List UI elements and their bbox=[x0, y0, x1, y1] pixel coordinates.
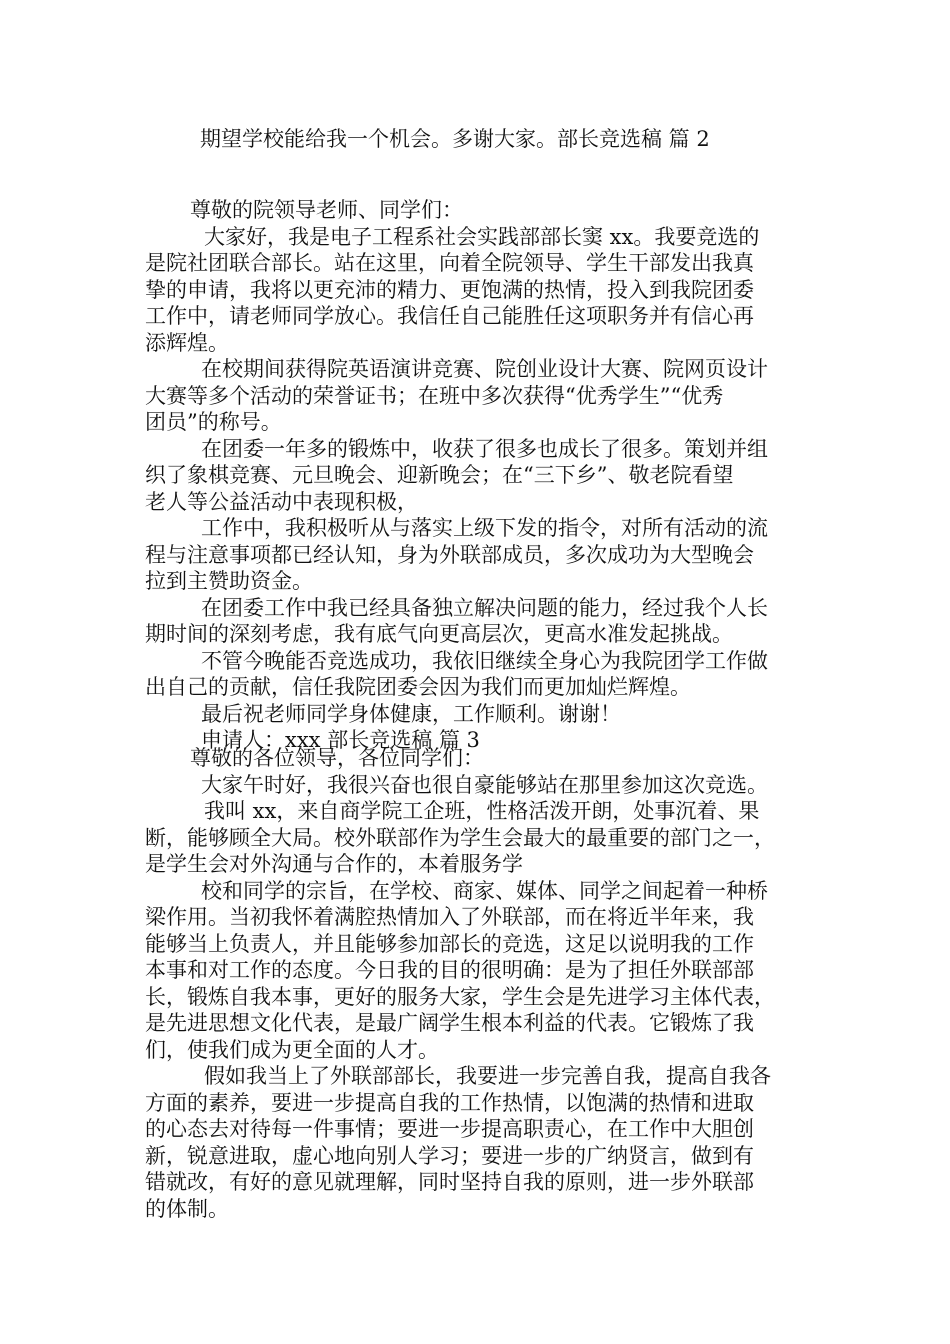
paragraph-line: 工作中，请老师同学放心。我信任自己能胜任这项职务并有信心再 bbox=[145, 304, 754, 328]
paragraph-line: 是先进思想文化代表，是最广阔学生根本利益的代表。它锻炼了我 bbox=[145, 1011, 754, 1035]
paragraph-line: 在校期间获得院英语演讲竞赛、院创业设计大赛、院网页设计 bbox=[201, 357, 768, 381]
section-2-body bbox=[145, 197, 805, 754]
paragraph-line: 团员”的称号。 bbox=[145, 410, 282, 434]
paragraph-line: 在团委一年多的锻炼中，收获了很多也成长了很多。策划并组 bbox=[201, 436, 768, 461]
paragraph-line: 的体制。 bbox=[145, 1196, 229, 1221]
closing-line: 最后祝老师同学身体健康，工作顺利。谢谢！ bbox=[201, 701, 621, 726]
paragraph-line: 本事和对工作的态度。今日我的目的很明确：是为了担任外联部部 bbox=[145, 958, 754, 982]
paragraph-line: 大家午时好，我很兴奋也很自豪能够站在那里参加这次竞选。 bbox=[201, 772, 768, 797]
signature-line: 申请人：xxx 部长竞选稿 篇 3 bbox=[201, 728, 480, 752]
paragraph-line: 大家好，我是电子工程系社会实践部部长窦 xx。我要竞选的 bbox=[204, 224, 760, 249]
section-3-body bbox=[145, 745, 805, 1222]
paragraph-line: 我叫 xx，来自商学院工企班，性格活泼开朗，处事沉着、果 bbox=[204, 799, 760, 823]
section-heading: 期望学校能给我一个机会。多谢大家。部长竞选稿 篇 2 bbox=[200, 127, 710, 151]
paragraph-line: 是学生会对外沟通与合作的，本着服务学 bbox=[145, 852, 523, 876]
paragraph-line: 方面的素养，要进一步提高自我的工作热情，以饱满的热情和进取 bbox=[145, 1090, 754, 1115]
paragraph-line: 挚的申请，我将以更充沛的精力、更饱满的热情，投入到我院团委 bbox=[145, 277, 754, 302]
paragraph-line: 错就改，有好的意见就理解，同时坚持自我的原则，进一步外联部 bbox=[145, 1170, 754, 1194]
paragraph-line: 长，锻炼自我本事，更好的服务大家，学生会是先进学习主体代表， bbox=[145, 984, 775, 1009]
paragraph-line: 假如我当上了外联部部长，我要进一步完善自我，提高自我各 bbox=[204, 1064, 771, 1088]
paragraph-line: 能够当上负责人，并且能够参加部长的竞选，这足以说明我的工作 bbox=[145, 931, 754, 956]
paragraph-line: 梁作用。当初我怀着满腔热情加入了外联部，而在将近半年来，我 bbox=[145, 905, 754, 929]
paragraph-line: 期时间的深刻考虑，我有底气向更高层次，更高水准发起挑战。 bbox=[145, 622, 733, 646]
paragraph-line: 的心态去对待每一件事情；要进一步提高职责心，在工作中大胆创 bbox=[145, 1117, 754, 1141]
paragraph-line: 是院社团联合部长。站在这里，向着全院领导、学生干部发出我真 bbox=[145, 251, 754, 275]
greeting: 尊敬的院领导老师、同学们： bbox=[190, 198, 463, 222]
paragraph-line: 老人等公益活动中表现积极， bbox=[145, 489, 418, 514]
paragraph-line: 校和同学的宗旨，在学校、商家、媒体、同学之间起着一种桥 bbox=[201, 878, 768, 903]
paragraph-line: 不管今晚能否竞选成功，我依旧继续全身心为我院团学工作做 bbox=[201, 648, 768, 673]
paragraph-line: 程与注意事项都已经认知，身为外联部成员，多次成功为大型晚会 bbox=[145, 542, 754, 567]
paragraph-line: 新，锐意进取，虚心地向别人学习；要进一步的广纳贤言，做到有 bbox=[145, 1143, 754, 1168]
paragraph-line: 拉到主赞助资金。 bbox=[145, 569, 313, 593]
greeting: 尊敬的各位领导，各位同学们： bbox=[190, 746, 484, 770]
paragraph-line: 出自己的贡献，信任我院团委会因为我们而更加灿烂辉煌。 bbox=[145, 675, 691, 699]
paragraph-line: 添辉煌。 bbox=[145, 330, 229, 355]
paragraph-line: 工作中，我积极听从与落实上级下发的指令，对所有活动的流 bbox=[201, 516, 768, 540]
paragraph-line: 织了象棋竞赛、元旦晚会、迎新晚会；在“三下乡”、敬老院看望 bbox=[145, 463, 734, 487]
paragraph-line: 断，能够顾全大局。校外联部作为学生会最大的最重要的部门之一， bbox=[145, 825, 775, 850]
paragraph-line: 们，使我们成为更全面的人才。 bbox=[145, 1037, 439, 1062]
paragraph-line: 在团委工作中我已经具备独立解决问题的能力，经过我个人长 bbox=[201, 595, 768, 620]
paragraph-line: 大赛等多个活动的荣誉证书；在班中多次获得“优秀学生”“优秀 bbox=[145, 383, 724, 408]
